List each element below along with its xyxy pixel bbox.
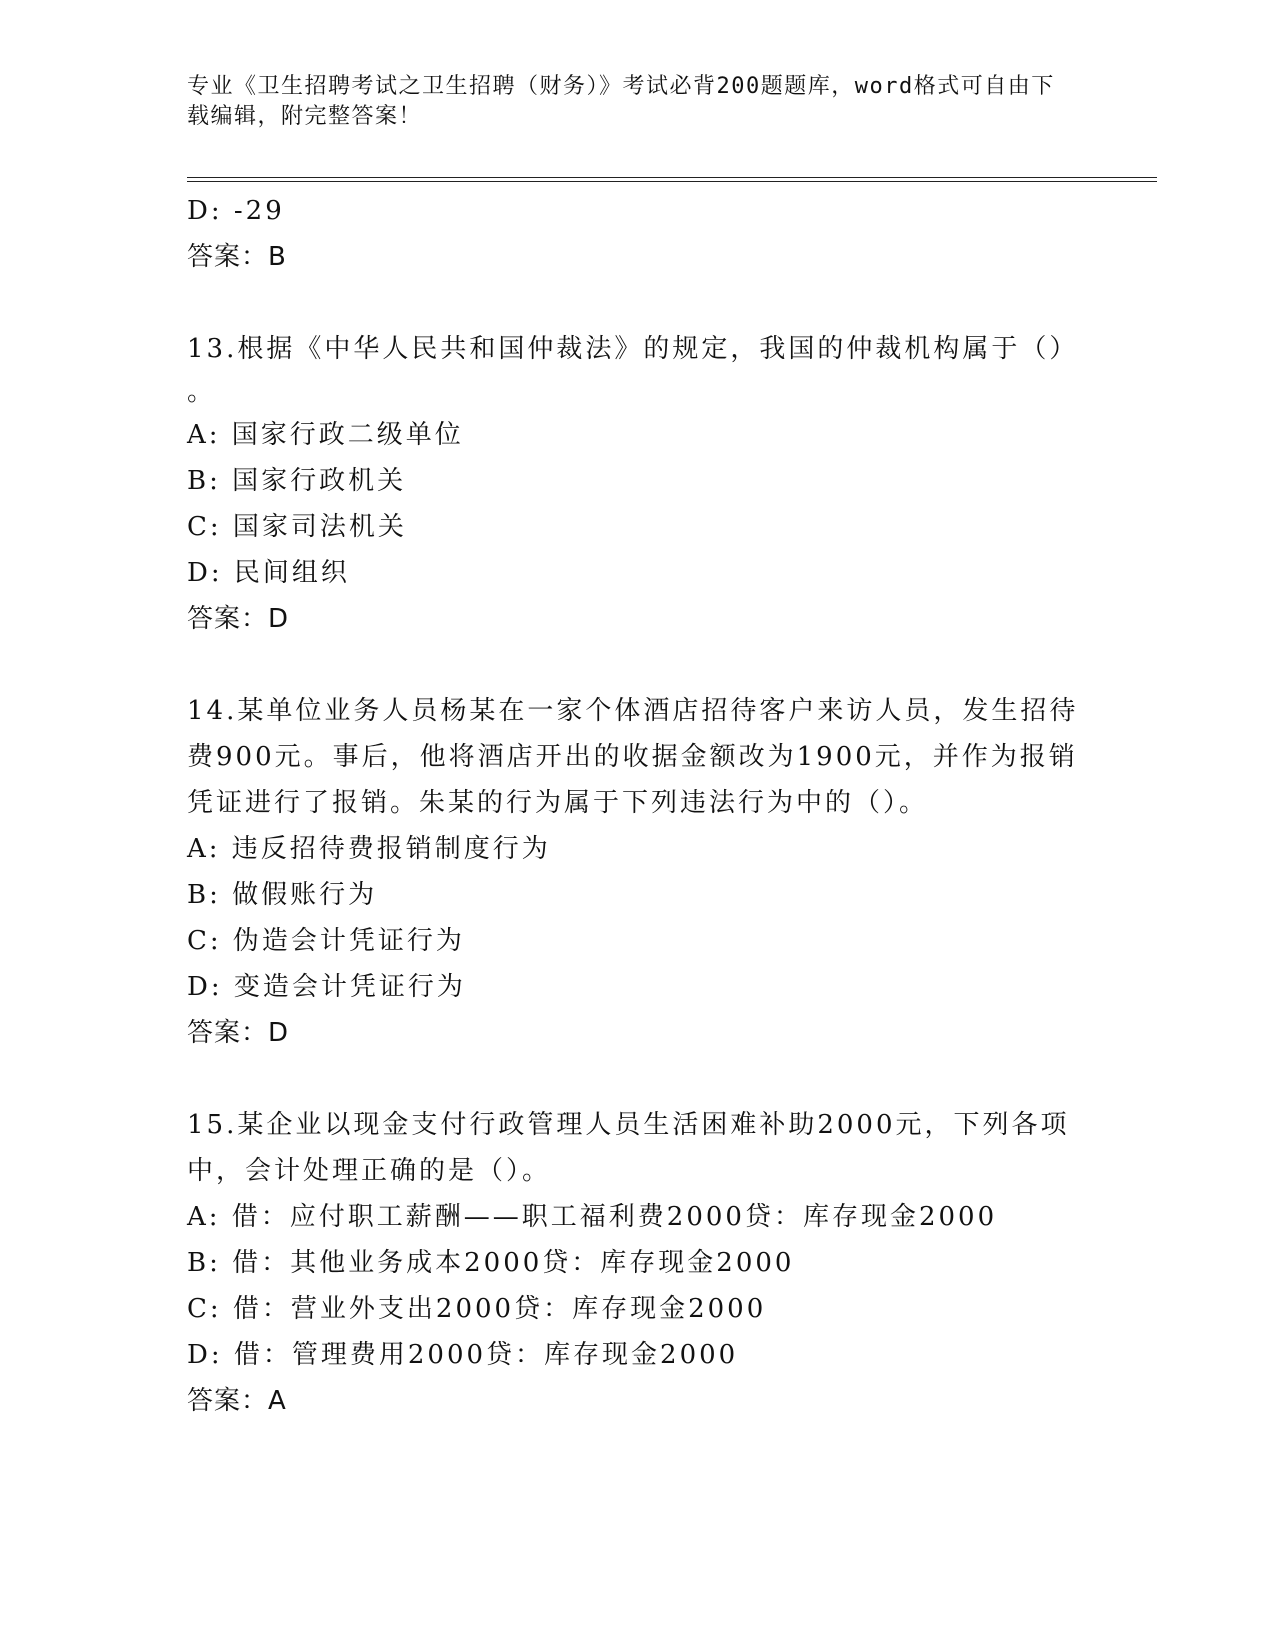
q13-stem-end: 。	[187, 377, 217, 407]
q15-option-d: D: 借：管理费用2000贷：库存现金2000	[187, 1340, 739, 1370]
q14-stem-line-1: 14.某单位业务人员杨某在一家个体酒店招待客户来访人员，发生招待	[187, 696, 1079, 726]
q14-stem-line-3: 凭证进行了报销。朱某的行为属于下列违法行为中的（）。	[187, 788, 929, 818]
q15-stem-line-2: 中，会计处理正确的是（）。	[187, 1156, 552, 1186]
document-header: 专业《卫生招聘考试之卫生招聘（财务）》考试必背200题题库，word格式可自由下载编辑，附完整答案！	[187, 74, 1055, 129]
q14-option-d: D: 变造会计凭证行为	[187, 972, 466, 1002]
header-divider	[187, 177, 1157, 182]
q13-answer: 答案：D	[187, 604, 290, 634]
q14-option-b: B: 做假账行为	[187, 880, 378, 910]
q13-option-a: A: 国家行政二级单位	[187, 420, 464, 450]
q14-option-c: C: 伪造会计凭证行为	[187, 926, 465, 956]
q14-answer: 答案：D	[187, 1018, 290, 1048]
q15-option-a: A: 借：应付职工薪酬——职工福利费2000贷：库存现金2000	[187, 1202, 998, 1232]
question-content	[187, 188, 1087, 1424]
q13-option-b: B: 国家行政机关	[187, 466, 407, 496]
q13-stem: 13.根据《中华人民共和国仲裁法》的规定，我国的仲裁机构属于（）	[187, 334, 1079, 364]
q14-option-a: A: 违反招待费报销制度行为	[187, 834, 551, 864]
q13-option-d: D: 民间组织	[187, 558, 350, 588]
q13-option-c: C: 国家司法机关	[187, 512, 407, 542]
q15-stem-line-1: 15.某企业以现金支付行政管理人员生活困难补助2000元，下列各项	[187, 1110, 1070, 1140]
q15-option-b: B: 借：其他业务成本2000贷：库存现金2000	[187, 1248, 795, 1278]
q15-option-c: C: 借：营业外支出2000贷：库存现金2000	[187, 1294, 767, 1324]
prev-answer: 答案：B	[187, 242, 287, 272]
q15-answer: 答案：A	[187, 1386, 287, 1416]
q14-stem-line-2: 费900元。事后，他将酒店开出的收据金额改为1900元，并作为报销	[187, 742, 1078, 772]
prev-option-d: D: -29	[187, 196, 285, 226]
